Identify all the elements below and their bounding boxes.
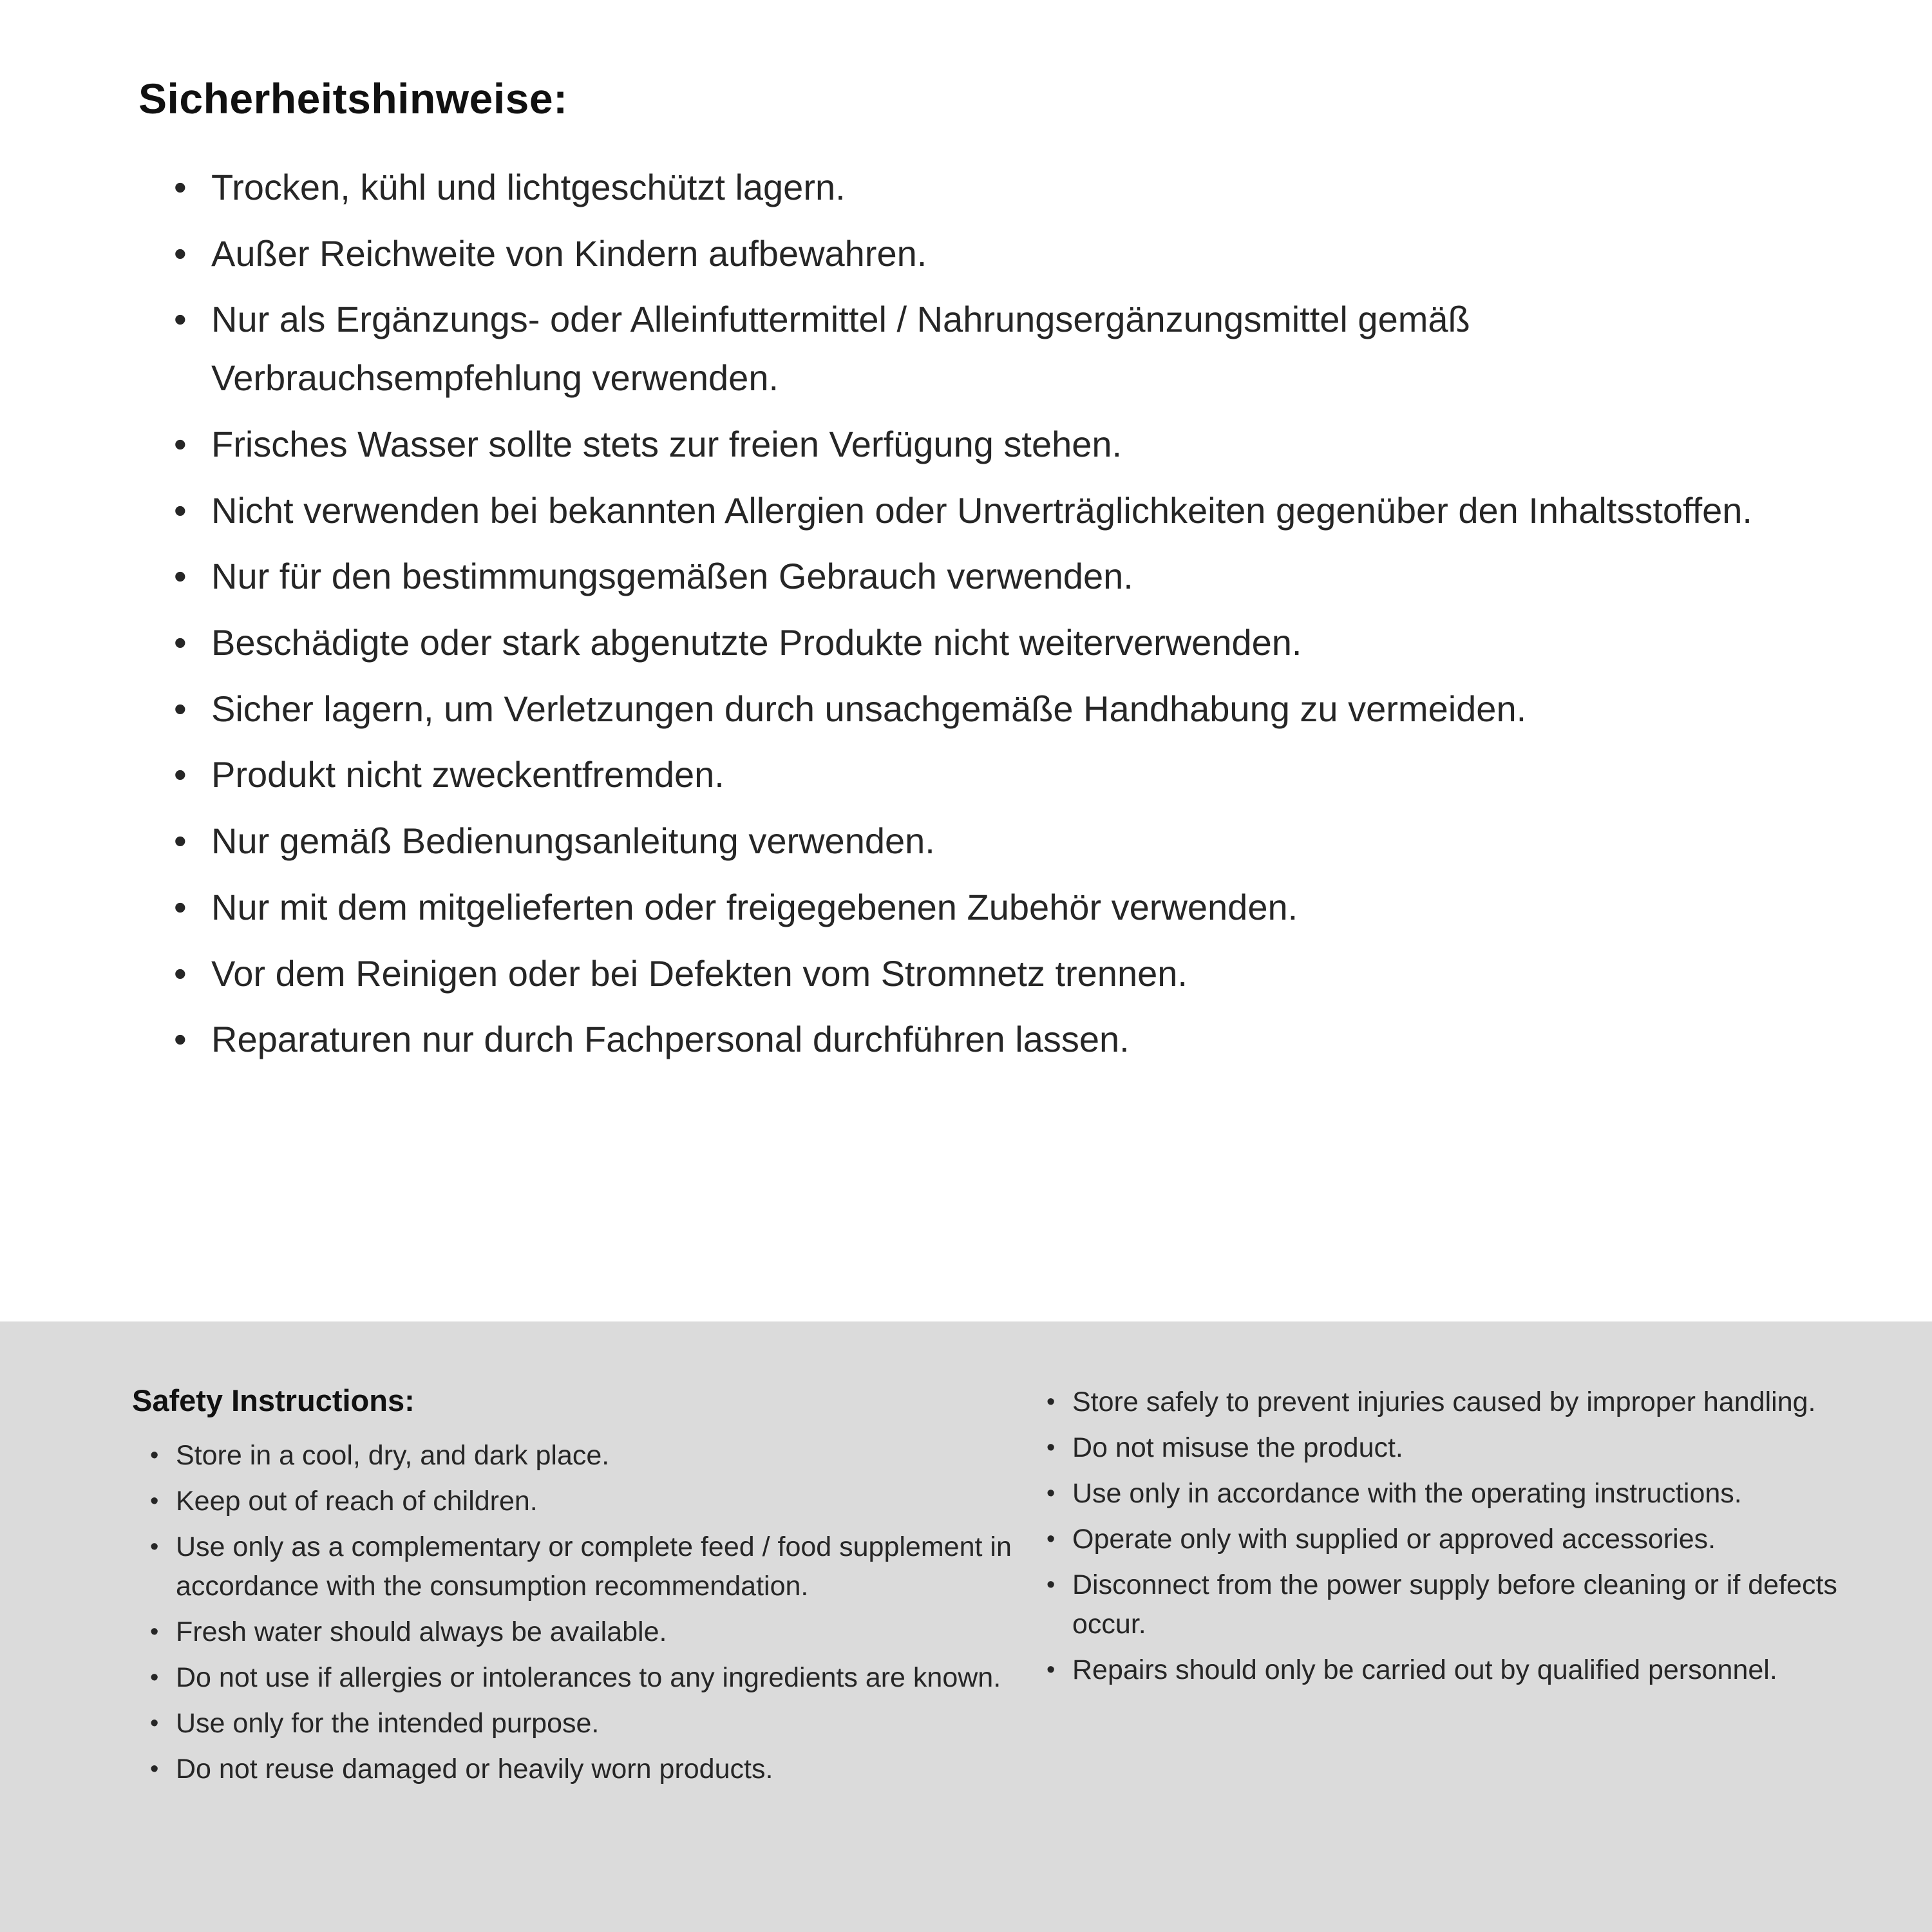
list-item: • Außer Reichweite von Kindern aufbewahren. (174, 225, 1803, 283)
list-item: • Use only as a complementary or complete feed / food supplement in accordance with the consumption recommendation. (150, 1528, 1013, 1606)
list-item: • Disconnect from the power supply before cleaning or if defects occur. (1046, 1566, 1842, 1644)
english-left-column (132, 1383, 1034, 1795)
english-section (0, 1321, 1932, 1932)
list-item: • Nur mit dem mitgelieferten oder freigegebenen Zubehör verwenden. (174, 878, 1803, 937)
list-item: • Nicht verwenden bei bekannten Allergien oder Unverträglichkeiten gegenüber den Inhaltsstoffen. (174, 482, 1803, 540)
list-item: • Sicher lagern, um Verletzungen durch unsachgemäße Handhabung zu vermeiden. (174, 680, 1803, 739)
english-heading: Safety Instructions: (132, 1383, 415, 1417)
list-item: • Nur für den bestimmungsgemäßen Gebrauch verwenden. (174, 547, 1803, 606)
english-columns (132, 1383, 1842, 1795)
list-item: • Produkt nicht zweckentfremden. (174, 746, 1803, 804)
list-item: • Keep out of reach of children. (150, 1482, 1013, 1521)
list-item: • Vor dem Reinigen oder bei Defekten vom Stromnetz trennen. (174, 945, 1803, 1003)
list-item: • Use only for the intended purpose. (150, 1704, 1013, 1743)
list-item: • Use only in accordance with the operating instructions. (1046, 1474, 1842, 1513)
list-item: • Trocken, kühl und lichtgeschützt lagern. (174, 158, 1803, 217)
english-right-bullet-list (1046, 1383, 1842, 1690)
german-heading: Sicherheitshinweise: (138, 75, 568, 122)
list-item: • Do not misuse the product. (1046, 1428, 1842, 1468)
list-item: • Reparaturen nur durch Fachpersonal durchführen lassen. (174, 1010, 1803, 1069)
german-bullet-list (138, 158, 1803, 1069)
english-right-column (1034, 1383, 1842, 1696)
list-item: • Do not use if allergies or intolerances to any ingredients are known. (150, 1658, 1013, 1698)
list-item: • Store safely to prevent injuries caused by improper handling. (1046, 1383, 1842, 1422)
list-item: • Beschädigte oder stark abgenutzte Produkte nicht weiterverwenden. (174, 614, 1803, 672)
list-item: • Frisches Wasser sollte stets zur freien Verfügung stehen. (174, 415, 1803, 474)
list-item: • Fresh water should always be available. (150, 1613, 1013, 1652)
list-item: • Nur gemäß Bedienungsanleitung verwenden. (174, 812, 1803, 871)
list-item: • Store in a cool, dry, and dark place. (150, 1436, 1013, 1475)
list-item: • Operate only with supplied or approved accessories. (1046, 1520, 1842, 1559)
list-item: • Nur als Ergänzungs- oder Alleinfuttermittel / Nahrungsergänzungsmittel gemäß Verbrauchsempfehlung verwenden. (174, 290, 1803, 407)
english-left-bullet-list (132, 1436, 1034, 1789)
list-item: • Repairs should only be carried out by qualified personnel. (1046, 1651, 1842, 1690)
list-item: • Do not reuse damaged or heavily worn products. (150, 1750, 1013, 1789)
